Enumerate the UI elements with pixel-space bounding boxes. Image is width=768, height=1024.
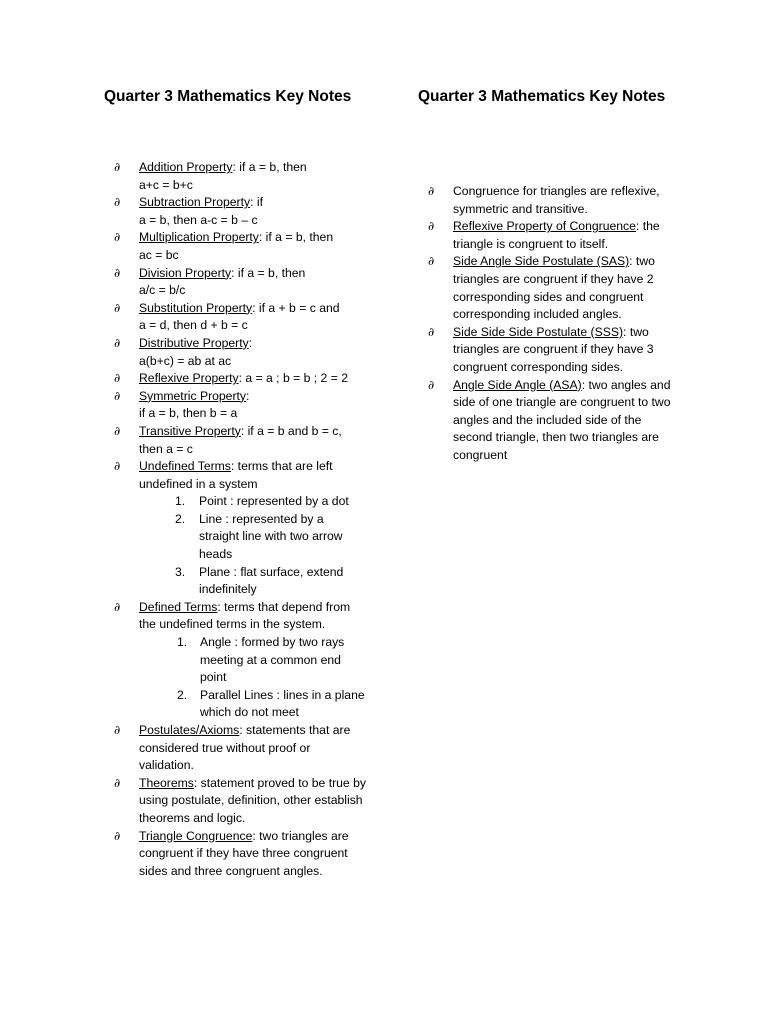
bullet-icon: ∂ xyxy=(114,388,121,403)
left-column xyxy=(104,86,366,880)
list-item: ∂ Theorems: statement proved to be true by using postulate, definition, other establish theorems and logic. xyxy=(114,775,366,825)
undefined-terms-sublist xyxy=(139,493,366,599)
sub-list-item: 1. Point : represented by a dot xyxy=(175,494,349,509)
term: Postulates/Axioms xyxy=(139,723,240,737)
term: Subtraction Property xyxy=(139,195,251,210)
bullet-icon: ∂ xyxy=(114,459,121,474)
list-item: ∂ Congruence for triangles are reflexive, symmetric and transitive. xyxy=(428,184,660,216)
bullet-icon: ∂ xyxy=(114,195,121,210)
list-item: ∂ Symmetric Property: if a = b, then b = a xyxy=(114,388,250,421)
term: Angle Side Angle (ASA) xyxy=(453,377,582,392)
term: Undefined Terms xyxy=(139,459,231,474)
list-item-defined-terms: ∂ Defined Terms: terms that depend from the undefined terms in the system. 1. Angle : formed by two rays meeting at a common end point 2. Parallel Lines : lines in a plane which do not meet xyxy=(104,599,366,722)
list-item: ∂ Postulates/Axioms: statements that are considered true without proof or validation. xyxy=(114,723,351,773)
bullet-icon: ∂ xyxy=(428,324,435,339)
term: Theorems xyxy=(139,775,194,790)
term: Triangle Congruence xyxy=(139,828,253,843)
bullet-icon: ∂ xyxy=(428,219,435,234)
term: Side Angle Side Postulate (SAS) xyxy=(453,254,630,269)
term: Multiplication Property xyxy=(139,230,259,245)
bullet-icon: ∂ xyxy=(114,300,121,315)
term: Substitution Property xyxy=(139,300,253,315)
bullet-icon: ∂ xyxy=(428,254,435,269)
key-notes-list-right xyxy=(418,183,680,465)
bullet-icon: ∂ xyxy=(428,377,435,392)
bullet-icon: ∂ xyxy=(114,230,121,245)
bullet-icon: ∂ xyxy=(428,184,435,198)
sub-list-item: 3. Plane : flat surface, extend indefinitely xyxy=(175,564,344,597)
term: Reflexive Property of Congruence xyxy=(453,219,636,234)
bullet-icon: ∂ xyxy=(114,723,121,737)
list-item: ∂ Reflexive Property of Congruence: the triangle is congruent to itself. xyxy=(428,219,660,251)
list-item: ∂ Transitive Property: if a = b and b = c, then a = c xyxy=(114,423,342,456)
term: Division Property xyxy=(139,265,232,280)
bullet-icon: ∂ xyxy=(114,371,121,386)
term: Transitive Property xyxy=(139,423,241,438)
sub-list-item: 2. Parallel Lines : lines in a plane which do not meet xyxy=(177,687,365,720)
defined-terms-sublist xyxy=(139,634,366,722)
list-item: ∂ Angle Side Angle (ASA): two angles and side of one triangle are congruent to two angles and the included side of the second triangle, then two triangles are congruent xyxy=(428,377,671,462)
list-item: ∂ Triangle Congruence: two triangles are congruent if they have three congruent sides and three congruent angles. xyxy=(114,828,349,878)
page-title-right: Quarter 3 Mathematics Key Notes xyxy=(418,88,666,105)
term: Distributive Property xyxy=(139,335,249,350)
list-item: ∂ Distributive Property: a(b+c) = ab at ac xyxy=(114,335,253,368)
key-notes-list-left xyxy=(104,159,366,880)
term: Defined Terms xyxy=(139,599,218,614)
bullet-icon: ∂ xyxy=(114,828,121,843)
list-item: ∂ Side Angle Side Postulate (SAS): two triangles are congruent if they have 2 corresponding sides and congruent corresponding included angles. xyxy=(428,254,655,322)
bullet-icon: ∂ xyxy=(114,423,121,438)
list-item: ∂ Reflexive Property: a = a ; b = b ; 2 = 2 xyxy=(104,370,366,388)
bullet-icon: ∂ xyxy=(114,160,121,174)
list-item: ∂ Subtraction Property: if a = b, then a-c = b – c xyxy=(114,195,263,227)
list-item: ∂ Substitution Property: if a + b = c and a = d, then d + b = c xyxy=(114,300,340,333)
bullet-icon: ∂ xyxy=(114,599,121,614)
sub-list-item: 2. Line : represented by a straight line with two arrow heads xyxy=(175,511,343,562)
bullet-icon: ∂ xyxy=(114,335,121,350)
list-item: ∂ Multiplication Property: if a = b, then ac = bc xyxy=(114,230,334,262)
bullet-icon: ∂ xyxy=(114,265,121,280)
term: Reflexive Property xyxy=(139,371,239,386)
sub-list-item: 1. Angle : formed by two rays meeting at a common end point xyxy=(177,635,345,685)
bullet-icon: ∂ xyxy=(114,775,121,790)
list-item: ∂ Side Side Side Postulate (SSS): two triangles are congruent if they have 3 congruent corresponding sides. xyxy=(428,324,654,374)
page-title-left: Quarter 3 Mathematics Key Notes xyxy=(104,88,352,105)
list-item-undefined-terms: ∂ Undefined Terms: terms that are left undefined in a system 1. Point : represented by a dot 2. Line : represented by a straight line with two arrow heads 3. Plane : flat surface, extend indefinitely xyxy=(104,458,366,599)
list-item: ∂ Division Property: if a = b, then a/c = b/c xyxy=(114,265,306,298)
list-item: ∂ Addition Property: if a = b, then a+c = b+c xyxy=(114,160,307,192)
term: Side Side Side Postulate (SSS) xyxy=(453,324,624,339)
term: Addition Property xyxy=(139,160,233,174)
right-column xyxy=(418,86,680,465)
term: Symmetric Property xyxy=(139,388,246,403)
